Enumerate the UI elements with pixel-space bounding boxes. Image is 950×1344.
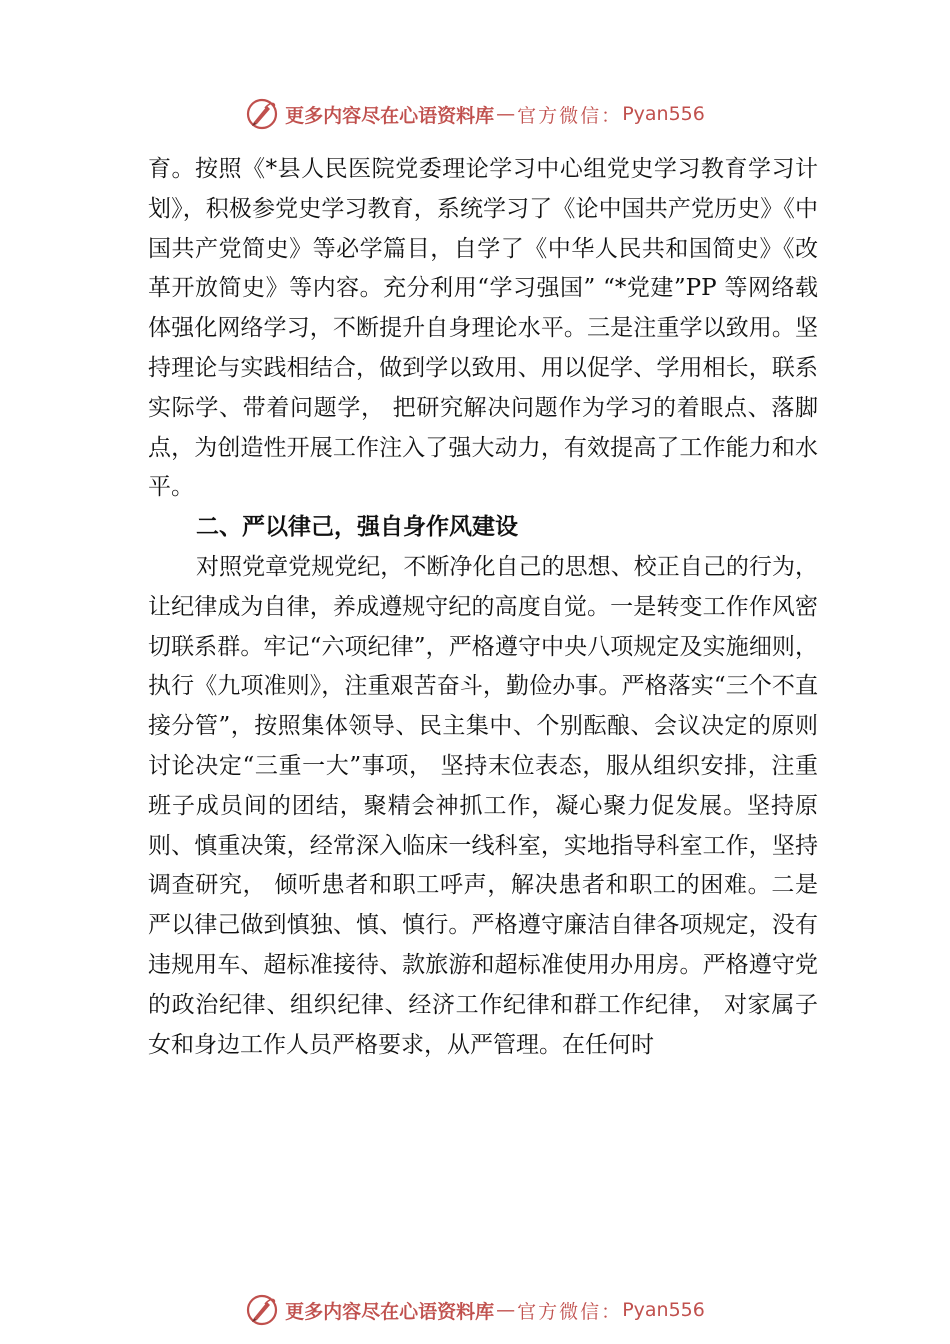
pen-quill-icon	[245, 97, 279, 131]
paragraph-2: 对照党章党规党纪，不断净化自己的思想、校正自己的行为，让纪律成为自律，养成遵规守纪的高度自觉。一是转变工作作风密切联系群。牢记“六项纪律”，严格遵守中央八项规定及实施细则，执行《九项准则》，注重艰苦奋斗，勤俭办事。严格落实“三个不直接分管”，按照集体领导、民主集中、个别酝酿、会议决定的原则讨论决定“三重一大”事项， 坚持末位表态，服从组织安排，注重班子成员间的团结，聚精会神抓工作，凝心聚力促发展。坚持原则、慎重决策，经常深入临床一线科室，实地指导科室工作，坚持调查研究， 倾听患者和职工呼声，解决患者和职工的困难。二是严以律己做到慎独、慎、慎行。严格遵守廉洁自律各项规定，没有违规用车、超标准接待、款旅游和超标准使用办用房。严格遵守党的政治纪律、组织纪律、经济工作纪律和群工作纪律， 对家属子女和身边工作人员严格要求，从严管理。在任何时	[148, 553, 818, 1058]
pen-quill-icon	[245, 1293, 279, 1327]
watermark-sub-text: 官方微信：	[517, 104, 623, 127]
watermark-dash: —	[496, 1299, 516, 1321]
watermark-dash: —	[496, 103, 516, 125]
paragraph-1: 育。按照《*县人民医院党委理论学习中心组党史学习教育学习计划》，积极参党史学习教育，系统学习了《论中国共产党历史》《中国共产党简史》等必学篇目，自学了《中华人民共和国简史》《改革开放简史》等内容。充分利用“学习强国” “*党建”PP 等网络载体强化网络学习，不断提升自身理论水平。三是注重学以致用。坚持理论与实践相结合，做到学以致用、用以促学、学用相长，联系实际学、带着问题学， 把研究解决问题作为学习的着眼点、落脚点，为创造性开展工作注入了强大动力，有效提高了工作能力和水平。	[148, 156, 818, 501]
watermark-wechat-id: Pyan556	[622, 103, 705, 125]
section-heading-2: 二、严以律己，强自身作风建设	[196, 514, 518, 541]
watermark-sub-text: 官方微信：	[517, 1300, 623, 1323]
footer-watermark	[0, 1290, 950, 1330]
header-watermark	[0, 94, 950, 134]
watermark-main-text: 更多内容尽在心语资料库	[285, 1300, 495, 1323]
document-body	[148, 150, 818, 1065]
watermark-wechat-id: Pyan556	[622, 1299, 705, 1321]
watermark-main-text: 更多内容尽在心语资料库	[285, 104, 495, 127]
